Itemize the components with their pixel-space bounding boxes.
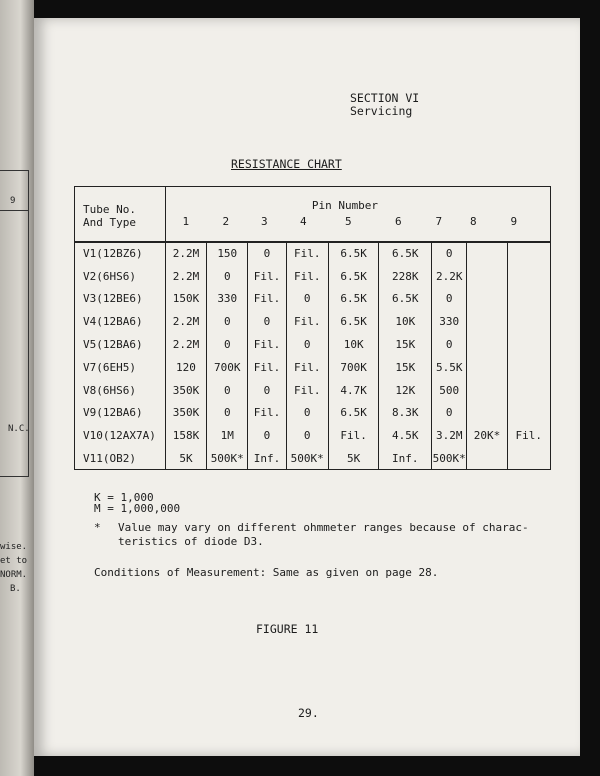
tube-type-cell: V4(12BA6)	[75, 310, 166, 333]
resistance-cell: 330	[207, 288, 248, 311]
resistance-cell: Fil.	[507, 424, 550, 447]
resistance-cell: 6.5K	[379, 288, 432, 311]
tube-type-cell: V7(6EH5)	[75, 356, 166, 379]
resistance-cell: 6.5K	[328, 402, 379, 425]
chart-title: RESISTANCE CHART	[231, 157, 342, 171]
resistance-cell: 700K	[207, 356, 248, 379]
tube-type-cell: V2(6HS6)	[75, 265, 166, 288]
resistance-cell: Fil.	[248, 333, 286, 356]
resistance-cell	[507, 402, 550, 425]
tube-type-cell: V11(OB2)	[75, 447, 166, 470]
table-row	[75, 379, 551, 402]
table-row	[75, 447, 551, 470]
conditions-of-measurement: Conditions of Measurement: Same as given on page 28.	[94, 566, 439, 579]
resistance-cell: 500	[432, 379, 467, 402]
resistance-cell: 0	[432, 288, 467, 311]
resistance-cell	[507, 288, 550, 311]
resistance-cell: Fil.	[328, 424, 379, 447]
resistance-cell	[507, 265, 550, 288]
table-row	[75, 265, 551, 288]
facing-margin-line: B.	[10, 584, 21, 594]
page-number: 29.	[298, 706, 319, 720]
resistance-cell: 2.2M	[165, 310, 206, 333]
resistance-cell: 120	[165, 356, 206, 379]
table-row	[75, 242, 551, 265]
resistance-cell: 4.5K	[379, 424, 432, 447]
unit-k: K = 1,000	[94, 491, 154, 504]
resistance-cell: 0	[248, 379, 286, 402]
resistance-cell: 5.5K	[432, 356, 467, 379]
resistance-cell: 6.5K	[328, 288, 379, 311]
section-heading	[350, 92, 419, 118]
resistance-cell: Fil.	[248, 265, 286, 288]
unit-m: M = 1,000,000	[94, 502, 181, 515]
pin-header: 3	[261, 215, 268, 228]
pin-header: 8	[470, 215, 477, 228]
table-row	[75, 288, 551, 311]
resistance-cell: Fil.	[286, 356, 328, 379]
resistance-cell: 4.7K	[328, 379, 379, 402]
pin-header: 1	[182, 215, 190, 228]
resistance-cell	[467, 447, 507, 470]
resistance-cell: 350K	[165, 402, 206, 425]
table-row	[75, 424, 551, 447]
tube-type-cell: V8(6HS6)	[75, 379, 166, 402]
resistance-cell	[467, 379, 507, 402]
resistance-cell: 15K	[379, 333, 432, 356]
resistance-cell: 500K*	[207, 447, 248, 470]
resistance-cell: 2.2M	[165, 242, 206, 265]
resistance-cell: 0	[207, 265, 248, 288]
resistance-cell: 2.2M	[165, 265, 206, 288]
resistance-cell	[507, 310, 550, 333]
facing-page	[0, 0, 34, 776]
resistance-cell	[467, 310, 507, 333]
pin-header: 5	[345, 215, 352, 228]
resistance-cell: 2.2M	[165, 333, 206, 356]
figure-caption: FIGURE 11	[256, 622, 319, 636]
resistance-cell	[507, 242, 550, 265]
resistance-cell: Fil.	[248, 402, 286, 425]
resistance-cell: 500K*	[432, 447, 467, 470]
resistance-cell	[507, 379, 550, 402]
resistance-cell: 700K	[328, 356, 379, 379]
resistance-cell: 0	[286, 424, 328, 447]
section-name: Servicing	[350, 104, 413, 118]
resistance-cell: 5K	[165, 447, 206, 470]
resistance-cell: 0	[207, 310, 248, 333]
facing-cell-label: N.C.	[8, 424, 30, 434]
resistance-cell: Fil.	[248, 288, 286, 311]
resistance-cell: 10K	[379, 310, 432, 333]
tube-type-cell: V3(12BE6)	[75, 288, 166, 311]
resistance-cell	[467, 402, 507, 425]
resistance-cell: Inf.	[248, 447, 286, 470]
resistance-cell: 158K	[165, 424, 206, 447]
resistance-cell: Inf.	[379, 447, 432, 470]
resistance-cell: 6.5K	[328, 242, 379, 265]
table-row	[75, 310, 551, 333]
resistance-cell	[507, 333, 550, 356]
resistance-table	[74, 186, 551, 470]
resistance-cell	[467, 333, 507, 356]
resistance-cell: 0	[432, 402, 467, 425]
table-row	[75, 402, 551, 425]
manual-page	[34, 18, 580, 756]
resistance-cell: 0	[432, 333, 467, 356]
tube-type-cell: V10(12AX7A)	[75, 424, 166, 447]
resistance-cell: 15K	[379, 356, 432, 379]
resistance-cell: Fil.	[286, 265, 328, 288]
resistance-cell	[467, 242, 507, 265]
resistance-cell	[467, 265, 507, 288]
resistance-cell: Fil.	[286, 310, 328, 333]
pin-number-label: Pin Number	[311, 199, 379, 212]
resistance-cell: 12K	[379, 379, 432, 402]
resistance-cell: 0	[286, 288, 328, 311]
pin-header: 9	[510, 215, 518, 228]
section-number: SECTION VI	[350, 91, 420, 105]
resistance-cell: 0	[248, 424, 286, 447]
resistance-cell: Fil.	[248, 356, 286, 379]
pin-header: 6	[395, 215, 402, 228]
resistance-cell: 150	[207, 242, 248, 265]
tube-type-cell: V1(12BZ6)	[75, 242, 166, 265]
resistance-cell: 5K	[328, 447, 379, 470]
pin-header: 7	[435, 215, 443, 228]
resistance-cell: 6.5K	[328, 265, 379, 288]
resistance-cell: 228K	[379, 265, 432, 288]
resistance-cell	[507, 356, 550, 379]
resistance-cell: 0	[248, 242, 286, 265]
resistance-cell: Fil.	[286, 242, 328, 265]
table-row	[75, 356, 551, 379]
facing-margin-line: NORM.	[0, 570, 28, 580]
facing-margin-line: et to	[0, 556, 28, 566]
pin-header: 2	[222, 215, 230, 228]
resistance-cell	[507, 447, 550, 470]
resistance-cell: 150K	[165, 288, 206, 311]
resistance-cell: 330	[432, 310, 467, 333]
resistance-cell	[467, 356, 507, 379]
unit-key	[94, 492, 180, 514]
resistance-cell: 0	[286, 402, 328, 425]
pin-header: 4	[300, 215, 307, 228]
resistance-cell: 0	[286, 333, 328, 356]
header-pin-number	[165, 187, 550, 243]
resistance-cell: 0	[432, 242, 467, 265]
resistance-cell: 20K*	[467, 424, 507, 447]
resistance-cell: 6.5K	[328, 310, 379, 333]
note-asterisk: *	[94, 521, 101, 534]
resistance-cell: 8.3K	[379, 402, 432, 425]
tube-type-cell: V5(12BA6)	[75, 333, 166, 356]
resistance-cell: 10K	[328, 333, 379, 356]
resistance-cell: 3.2M	[432, 424, 467, 447]
resistance-cell: 2.2K	[432, 265, 467, 288]
resistance-cell: 0	[207, 333, 248, 356]
resistance-cell	[467, 288, 507, 311]
table-row	[75, 333, 551, 356]
resistance-cell: 0	[207, 402, 248, 425]
header-tube-type: Tube No. And Type	[75, 187, 166, 243]
resistance-cell: 1M	[207, 424, 248, 447]
facing-col-label: 9	[10, 196, 16, 206]
resistance-cell: 500K*	[286, 447, 328, 470]
resistance-cell: 0	[207, 379, 248, 402]
resistance-cell: 350K	[165, 379, 206, 402]
footnote: Value may vary on different ohmmeter ranges because of charac- teristics of diode D3.	[118, 521, 529, 548]
facing-margin-line: wise.	[0, 542, 28, 552]
tube-type-cell: V9(12BA6)	[75, 402, 166, 425]
resistance-cell: 6.5K	[379, 242, 432, 265]
resistance-cell: Fil.	[286, 379, 328, 402]
resistance-cell: 0	[248, 310, 286, 333]
